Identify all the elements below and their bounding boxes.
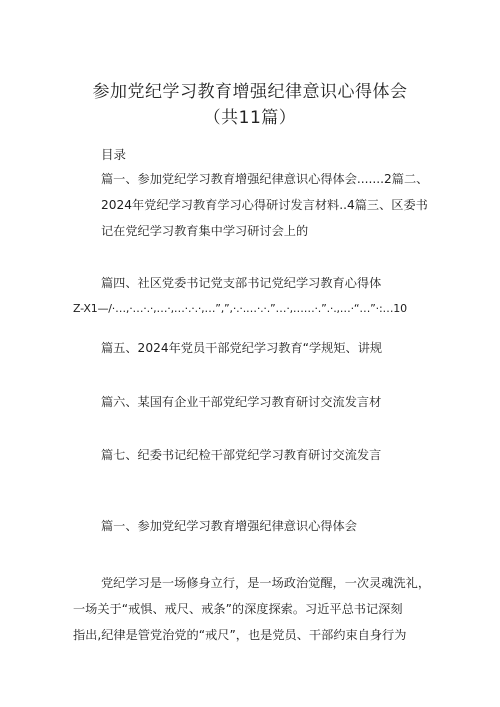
document-title: 参加党纪学习教育增强纪律意识心得体会 <box>92 82 408 102</box>
section-heading: 篇一、参加党纪学习教育增强纪律意识心得体会 <box>101 519 357 533</box>
body-paragraph-line: 指出,纪律是管党治党的“戒尺”，也是党员、干部约束自身行为 <box>73 628 407 642</box>
body-paragraph-line: 党纪学习是一场修身立行，是一场政治觉醒，一次灵魂洗礼， <box>101 576 431 590</box>
toc-line: 2024年党纪学习教育学习心得研讨发言材料..4篇三、区委书 <box>101 198 428 212</box>
toc-line: 篇五、2024年党员干部党纪学习教育“学规矩、讲规 <box>101 341 383 355</box>
toc-line: 篇四、社区党委书记党支部书记党纪学习教育心得体 <box>101 276 382 290</box>
toc-line: 篇一、参加党纪学习教育增强纪律意识心得体会.......2篇二、 <box>101 172 429 186</box>
toc-line: 记在党纪学习教育集中学习研讨会上的 <box>101 224 309 238</box>
toc-line: 篇七、纪委书记纪检干部党纪学习教育研讨交流发言 <box>101 448 382 462</box>
toc-line: Z-X1—/·…,·…·.·,…·,…·.·.·,…”,”,·.·.…·.·.”…·,……·.”.·.,…·“…”·:…10 <box>73 302 407 315</box>
toc-label: 目录 <box>101 147 127 162</box>
toc-line: 篇六、某国有企业干部党纪学习教育研讨交流发言材 <box>101 395 382 409</box>
document-subtitle: （共11篇） <box>203 108 297 128</box>
body-paragraph-line: 一场关于“戒惧、戒尺、戒条”的深度探索。习近平总书记深刻 <box>73 602 403 616</box>
